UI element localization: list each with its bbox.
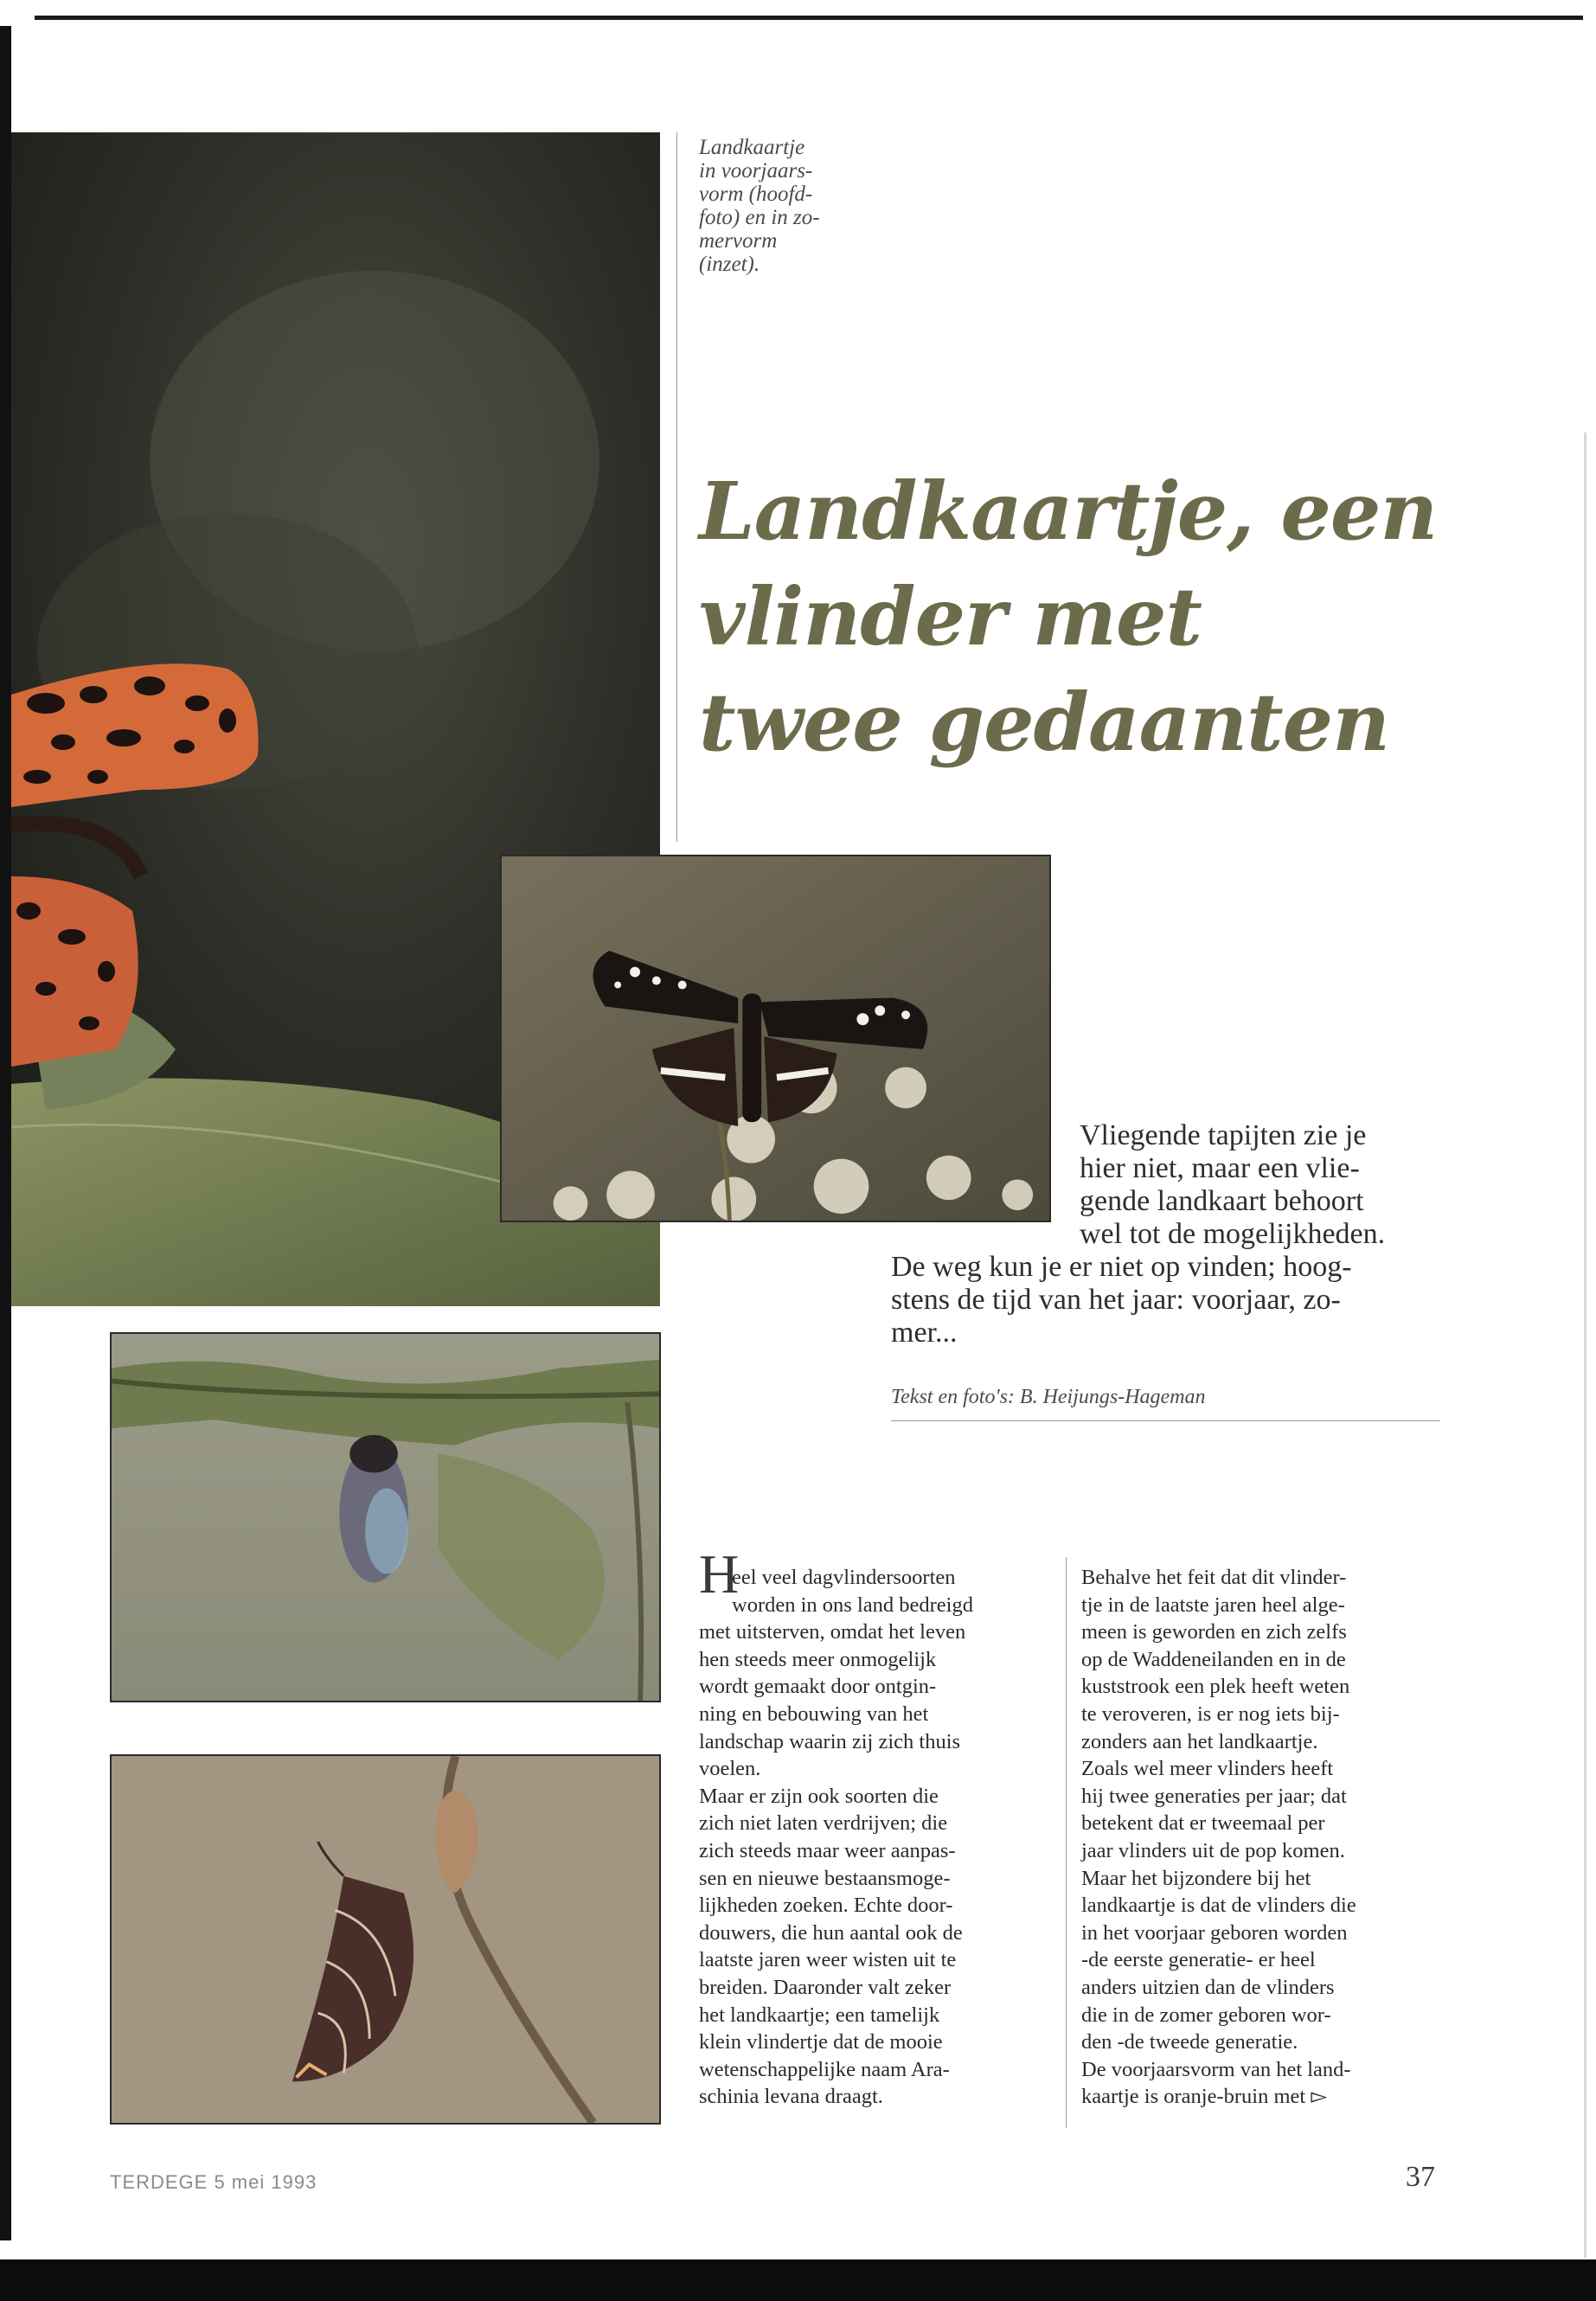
body-line: meen is geworden en zich zelfs xyxy=(1081,1620,1347,1644)
emerging-butterfly-photo xyxy=(110,1754,661,2125)
body-line: zich steeds maar weer aanpas- xyxy=(699,1838,956,1862)
body-line: sen en nieuwe bestaansmoge- xyxy=(699,1866,951,1890)
body-line: Maar het bijzondere bij het xyxy=(1081,1866,1311,1890)
body-line: Zoals wel meer vlinders heeft xyxy=(1081,1757,1334,1781)
body-line: kaartje is oranje-bruin met ▻ xyxy=(1081,2085,1328,2109)
body-line: laatste jaren weer wisten uit te xyxy=(699,1948,957,1972)
body-line: kuststrook een plek heeft weten xyxy=(1081,1675,1350,1699)
intro-line: mer... xyxy=(891,1317,958,1349)
drop-cap: H xyxy=(699,1543,740,1605)
caption-line: vorm (hoofd- xyxy=(699,183,813,206)
body-line: Behalve het feit dat dit vlinder- xyxy=(1081,1566,1347,1589)
body-line: wordt gemaakt door ontgin- xyxy=(699,1675,937,1699)
body-line: eel veel dagvlindersoorten xyxy=(732,1566,956,1589)
body-column-2 xyxy=(1081,1564,1449,2111)
body-column-1 xyxy=(699,1564,1058,2111)
body-line: -de eerste generatie- er heel xyxy=(1081,1948,1316,1972)
intro-text xyxy=(891,1119,1445,1349)
scan-edge-bottom xyxy=(0,2259,1596,2301)
body-line: voelen. xyxy=(699,1757,761,1781)
body-line: klein vlindertje dat de mooie xyxy=(699,2030,943,2054)
body-line: landschap waarin zij zich thuis xyxy=(699,1729,961,1753)
intro-line: wel tot de mogelijkheden. xyxy=(1080,1218,1386,1250)
body-line: landkaartje is dat de vlinders die xyxy=(1081,1894,1356,1918)
article-title xyxy=(699,458,1573,775)
pupa-photo xyxy=(110,1332,661,1702)
body-line: den -de tweede generatie. xyxy=(1081,2030,1298,2054)
credit-rule xyxy=(891,1420,1440,1421)
caption-line: mervorm xyxy=(699,229,778,253)
body-line: jaar vlinders uit de pop komen. xyxy=(1081,1838,1345,1862)
body-line: lijkheden zoeken. Echte door- xyxy=(699,1894,953,1918)
body-line: wetenschappelijke naam Ara- xyxy=(699,2057,950,2081)
caption-line: foto) en in zo- xyxy=(699,206,820,229)
body-line: ning en bebouwing van het xyxy=(699,1702,929,1726)
intro-line: hier niet, maar een vlie- xyxy=(1080,1152,1360,1184)
scan-edge-top xyxy=(35,16,1583,20)
body-line: hij twee generaties per jaar; dat xyxy=(1081,1784,1347,1808)
body-line: te veroveren, is er nog iets bij- xyxy=(1081,1702,1340,1726)
body-line: zonders aan het landkaartje. xyxy=(1081,1729,1318,1753)
caption-line: Landkaartje xyxy=(699,136,805,159)
body-line: De voorjaarsvorm van het land- xyxy=(1081,2057,1351,2081)
caption-divider xyxy=(676,132,677,842)
body-line: betekent dat er tweemaal per xyxy=(1081,1811,1325,1836)
title-line: Landkaartje, een xyxy=(699,465,1438,558)
body-line: die in de zomer geboren wor- xyxy=(1081,2003,1331,2027)
scan-edge-right xyxy=(1584,433,1586,2258)
body-line: anders uitzien dan de vlinders xyxy=(1081,1975,1335,1999)
body-line: het landkaartje; een tamelijk xyxy=(699,2003,940,2027)
photo-caption xyxy=(699,136,872,276)
body-line: in het voorjaar geboren worden xyxy=(1081,1920,1348,1945)
intro-line: gende landkaart behoort xyxy=(1080,1185,1364,1217)
body-line: met uitsterven, omdat het leven xyxy=(699,1620,966,1644)
title-line: twee gedaanten xyxy=(699,676,1390,769)
title-line: vlinder met xyxy=(699,570,1202,663)
scan-edge-left xyxy=(0,26,11,2240)
body-line: breiden. Daaronder valt zeker xyxy=(699,1975,952,1999)
author-credit: Tekst en foto's: B. Heijungs-Hageman xyxy=(891,1386,1206,1408)
body-line: schinia levana draagt. xyxy=(699,2085,883,2109)
body-line: hen steeds meer onmogelijk xyxy=(699,1647,937,1671)
caption-line: (inzet). xyxy=(699,253,760,276)
body-line: Maar er zijn ook soorten die xyxy=(699,1784,939,1808)
body-line: tje in de laatste jaren heel alge- xyxy=(1081,1593,1345,1617)
body-line: op de Waddeneilanden en in de xyxy=(1081,1647,1346,1671)
body-line: worden in ons land bedreigd xyxy=(732,1593,973,1617)
column-divider xyxy=(1066,1557,1067,2128)
intro-line: stens de tijd van het jaar: voorjaar, zo- xyxy=(891,1284,1341,1316)
intro-line: Vliegende tapijten zie je xyxy=(1080,1119,1367,1151)
body-line: zich niet laten verdrijven; die xyxy=(699,1811,948,1836)
intro-line: De weg kun je er niet op vinden; hoog- xyxy=(891,1251,1352,1283)
caption-line: in voorjaars- xyxy=(699,159,813,183)
body-line: douwers, die hun aantal ook de xyxy=(699,1920,963,1945)
page-number: 37 xyxy=(1406,2161,1435,2193)
publication-footer: TERDEGE 5 mei 1993 xyxy=(110,2171,317,2193)
